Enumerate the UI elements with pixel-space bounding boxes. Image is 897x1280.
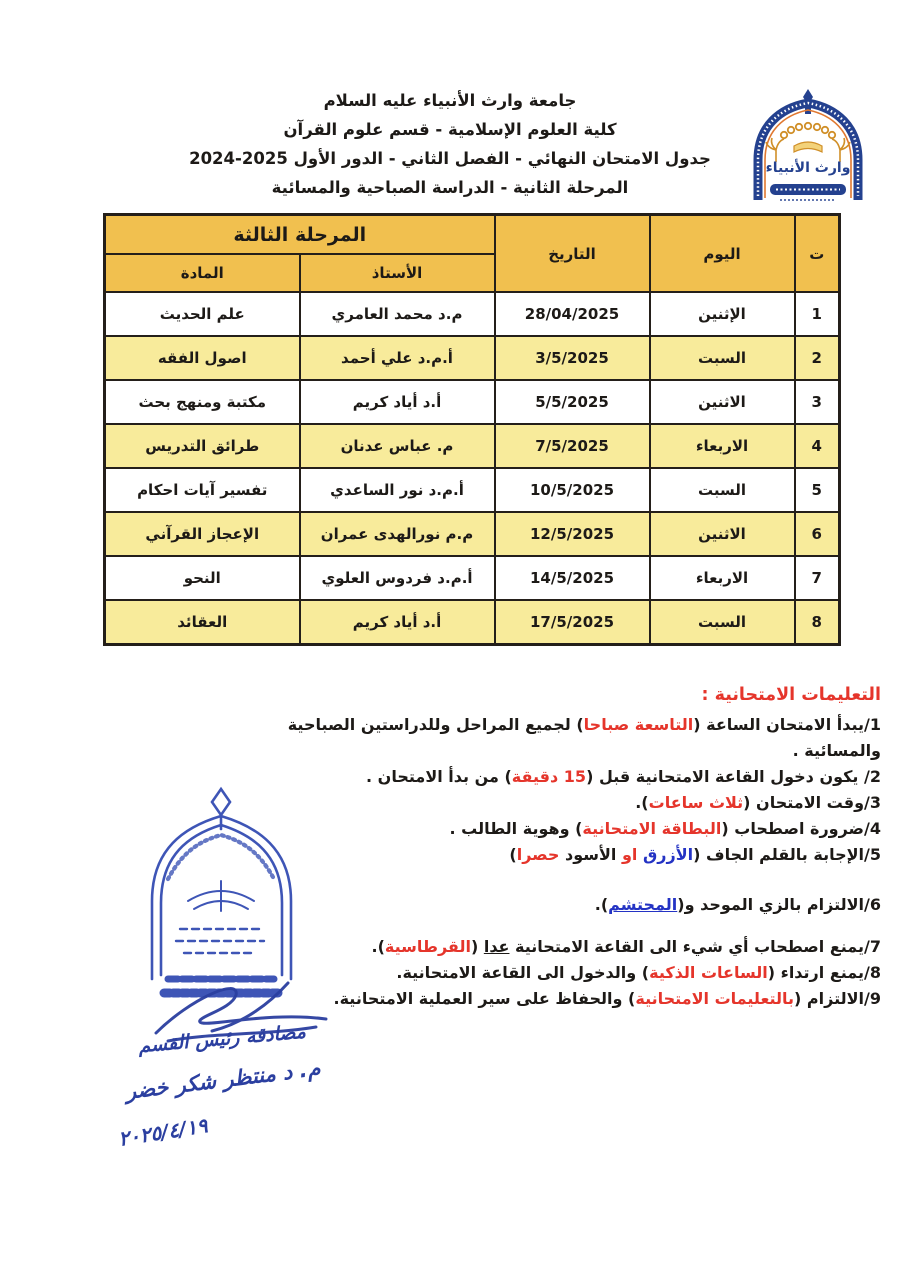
col-header-number: ت [795, 215, 840, 293]
exam-instructions [281, 682, 881, 1012]
col-header-date: التاريخ [495, 215, 650, 293]
cell-subject: علم الحديث [105, 292, 300, 336]
instruction-item-3 [281, 790, 881, 816]
instruction-highlight: ثلاث ساعات [648, 793, 744, 812]
instruction-text: 9/الالتزام ( [794, 989, 881, 1008]
instruction-item-7 [281, 934, 881, 960]
cell-number: 3 [795, 380, 840, 424]
stage-study-line: المرحلة الثانية - الدراسة الصباحية والمسائية [271, 178, 629, 197]
cell-number: 7 [795, 556, 840, 600]
col-header-day: اليوم [650, 215, 795, 293]
instruction-text: 1/يبدأ الامتحان الساعة ( [693, 715, 881, 734]
instruction-highlight: التاسعة صباحا [583, 715, 694, 734]
instruction-text: ) والدخول الى القاعة الامتحانية. [396, 963, 650, 982]
instruction-text: ) لجميع المراحل وللدراستين الصباحية والمسائية . [287, 715, 881, 760]
instruction-item-2 [281, 764, 881, 790]
cell-subject: الإعجاز القرآني [105, 512, 300, 556]
instruction-highlight: حصرا [516, 845, 560, 864]
instruction-text: الأسود [559, 845, 622, 864]
instructions-title: التعليمات الامتحانية : [701, 685, 881, 705]
cell-day: الاثنين [650, 512, 795, 556]
cell-number: 8 [795, 600, 840, 644]
document-header [120, 86, 780, 202]
cell-date: 12/5/2025 [495, 512, 650, 556]
cell-professor: أ.م.د فردوس العلوي [300, 556, 495, 600]
cell-professor: أ.د أياد كريم [300, 600, 495, 644]
instruction-highlight: 15 دقيقة [511, 767, 587, 786]
cell-number: 2 [795, 336, 840, 380]
table-row [105, 292, 840, 336]
instruction-highlight: او [621, 845, 638, 864]
instruction-item-9 [281, 986, 881, 1012]
instruction-text: 8/يمنع ارتداء ( [767, 963, 881, 982]
cell-date: 17/5/2025 [495, 600, 650, 644]
instruction-item-5 [281, 842, 881, 868]
instruction-text: 3/وقت الامتحان ( [743, 793, 881, 812]
instruction-highlight: الساعات الذكية [649, 963, 768, 982]
instruction-highlight-blue: المحتشم [608, 895, 678, 914]
exam-schedule-table [103, 213, 841, 646]
instruction-text: 5/الإجابة بالقلم الجاف ( [693, 845, 881, 864]
cell-number: 6 [795, 512, 840, 556]
approval-date: ٢٠٢٥/٤/١٩ [116, 1113, 210, 1151]
cell-subject: تفسير آيات احكام [105, 468, 300, 512]
cell-day: الاربعاء [650, 556, 795, 600]
col-header-professor: الأستاذ [300, 254, 495, 292]
instruction-text: ) من بدأ الامتحان . [366, 767, 512, 786]
schedule-title: جدول الامتحان النهائي - الفصل الثاني - الدور الأول 2025-2024 [189, 149, 711, 168]
cell-subject: مكتبة ومنهج بحث [105, 380, 300, 424]
university-logo [746, 88, 870, 218]
instruction-text: ( [470, 937, 484, 956]
instruction-underlined-word: عدا [483, 937, 510, 956]
instruction-highlight-blue: الأزرق [637, 845, 694, 864]
cell-date: 5/5/2025 [495, 380, 650, 424]
cell-day: الإثنين [650, 292, 795, 336]
cell-subject: طرائق التدريس [105, 424, 300, 468]
table-row [105, 336, 840, 380]
cell-number: 5 [795, 468, 840, 512]
cell-subject: النحو [105, 556, 300, 600]
cell-number: 4 [795, 424, 840, 468]
logo-calligraphy: وارث الأنبياء [765, 160, 851, 176]
cell-professor: م.م نورالهدى عمران [300, 512, 495, 556]
table-row [105, 600, 840, 644]
cell-professor: أ.م.د نور الساعدي [300, 468, 495, 512]
university-emblem-graphic [746, 88, 870, 218]
instruction-text: 4/ضرورة اصطحاب ( [721, 819, 881, 838]
instruction-text: 7/يمنع اصطحاب أي شيء الى القاعة الامتحانية [509, 937, 881, 956]
logo-chain-arc [781, 123, 835, 138]
cell-day: الاثنين [650, 380, 795, 424]
instruction-item-6 [281, 892, 881, 918]
cell-date: 28/04/2025 [495, 292, 650, 336]
approval-title: مصادقة رئيس القسم [137, 1020, 307, 1058]
cell-date: 3/5/2025 [495, 336, 650, 380]
approval-name: م. د منتظر شكر خضر [124, 1056, 322, 1104]
instruction-text: ). [594, 895, 609, 914]
cell-date: 10/5/2025 [495, 468, 650, 512]
cell-professor: أ.د أياد كريم [300, 380, 495, 424]
instruction-text: ) والحفاظ على سير العملية الامتحانية. [333, 989, 636, 1008]
cell-professor: م. عباس عدنان [300, 424, 495, 468]
cell-date: 7/5/2025 [495, 424, 650, 468]
instruction-text: 2/ يكون دخول القاعة الامتحانية قبل ( [586, 767, 881, 786]
instruction-text: ). [371, 937, 385, 956]
cell-day: السبت [650, 336, 795, 380]
cell-number: 1 [795, 292, 840, 336]
instruction-highlight: القرطاسية [384, 937, 471, 956]
instruction-item-4 [281, 816, 881, 842]
cell-day: السبت [650, 600, 795, 644]
cell-subject: العقائد [105, 600, 300, 644]
cell-subject: اصول الفقه [105, 336, 300, 380]
logo-book-icon [794, 142, 822, 152]
instruction-text: ) [509, 845, 517, 864]
table-row [105, 468, 840, 512]
university-name: جامعة وارث الأنبياء عليه السلام [323, 91, 577, 110]
instruction-text: ) وهوية الطالب . [449, 819, 583, 838]
cell-date: 14/5/2025 [495, 556, 650, 600]
cell-day: الاربعاء [650, 424, 795, 468]
college-department: كلية العلوم الإسلامية - قسم علوم القرآن [283, 120, 617, 139]
instruction-highlight: البطاقة الامتحانية [582, 819, 722, 838]
cell-professor: م.د محمد العامري [300, 292, 495, 336]
instruction-item-8 [281, 960, 881, 986]
instruction-text: ). [635, 793, 649, 812]
cell-day: السبت [650, 468, 795, 512]
instruction-item-1 [281, 712, 881, 764]
col-header-subject: المادة [105, 254, 300, 292]
instruction-highlight: بالتعليمات الامتحانية [635, 989, 795, 1008]
instruction-text: 6/الالتزام بالزي الموحد و( [677, 895, 881, 914]
table-row [105, 424, 840, 468]
table-row [105, 556, 840, 600]
merged-stage-header: المرحلة الثالثة [105, 215, 495, 255]
cell-professor: أ.م.د علي أحمد [300, 336, 495, 380]
table-row [105, 512, 840, 556]
table-row [105, 380, 840, 424]
